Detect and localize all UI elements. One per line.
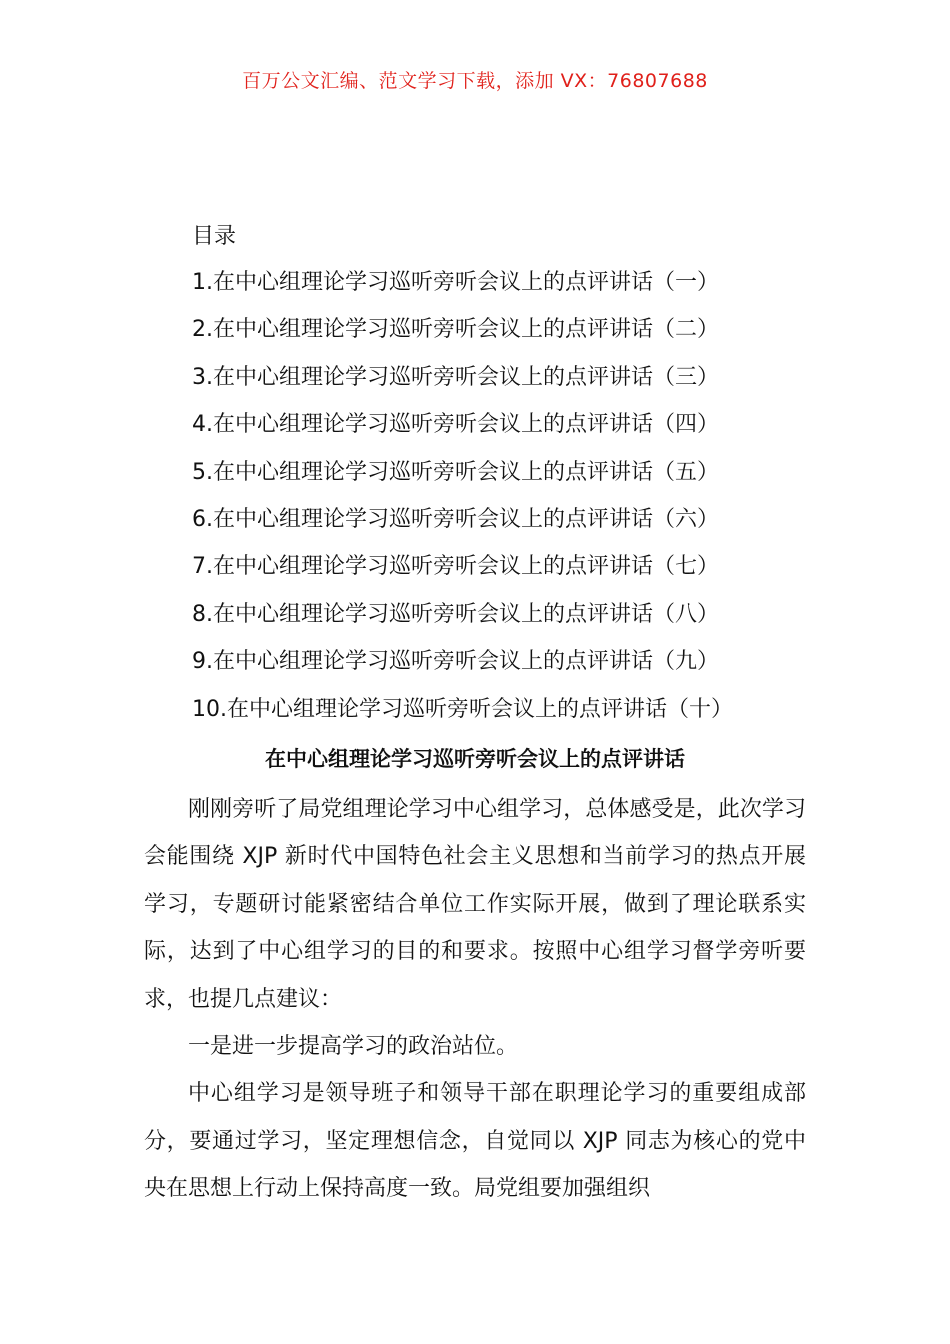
article-body xyxy=(144,786,806,1213)
toc-title: 目录 xyxy=(192,224,237,249)
article-paragraph: 刚刚旁听了局党组理论学习中心组学习，总体感受是，此次学习会能围绕 XJP 新时代中国特色社会主义思想和当前学习的热点开展学习，专题研讨能紧密结合单位工作实际开展，做到了理论联系实际，达到了中心组学习的目的和要求。按照中心组学习督学旁听要求，也提几点建议： xyxy=(144,797,806,1012)
toc-item[interactable]: 9.在中心组理论学习巡听旁听会议上的点评讲话（九） xyxy=(192,649,719,675)
toc-item[interactable]: 3.在中心组理论学习巡听旁听会议上的点评讲话（三） xyxy=(192,364,719,390)
article-paragraph: 一是进一步提高学习的政治站位。 xyxy=(188,1034,519,1060)
toc-item[interactable]: 8.在中心组理论学习巡听旁听会议上的点评讲话（八） xyxy=(192,601,719,627)
toc-item[interactable]: 10.在中心组理论学习巡听旁听会议上的点评讲话（十） xyxy=(192,696,733,722)
article-paragraph: 中心组学习是领导班子和领导干部在职理论学习的重要组成部分，要通过学习，坚定理想信念，自觉同以 XJP 同志为核心的党中央在思想上行动上保持高度一致。局党组要加强组织 xyxy=(144,1081,806,1202)
toc-list xyxy=(192,268,812,742)
toc-item[interactable]: 4.在中心组理论学习巡听旁听会议上的点评讲话（四） xyxy=(192,412,719,438)
toc-item[interactable]: 2.在中心组理论学习巡听旁听会议上的点评讲话（二） xyxy=(192,317,719,343)
toc-item[interactable]: 5.在中心组理论学习巡听旁听会议上的点评讲话（五） xyxy=(192,459,719,485)
toc-item[interactable]: 7.在中心组理论学习巡听旁听会议上的点评讲话（七） xyxy=(192,554,719,580)
article-title: 在中心组理论学习巡听旁听会议上的点评讲话 xyxy=(265,747,685,771)
toc-item[interactable]: 6.在中心组理论学习巡听旁听会议上的点评讲话（六） xyxy=(192,506,719,532)
toc-item[interactable]: 1.在中心组理论学习巡听旁听会议上的点评讲话（一） xyxy=(192,270,719,295)
header-watermark: 百万公文汇编、范文学习下载，添加 VX：76807688 xyxy=(242,70,708,92)
